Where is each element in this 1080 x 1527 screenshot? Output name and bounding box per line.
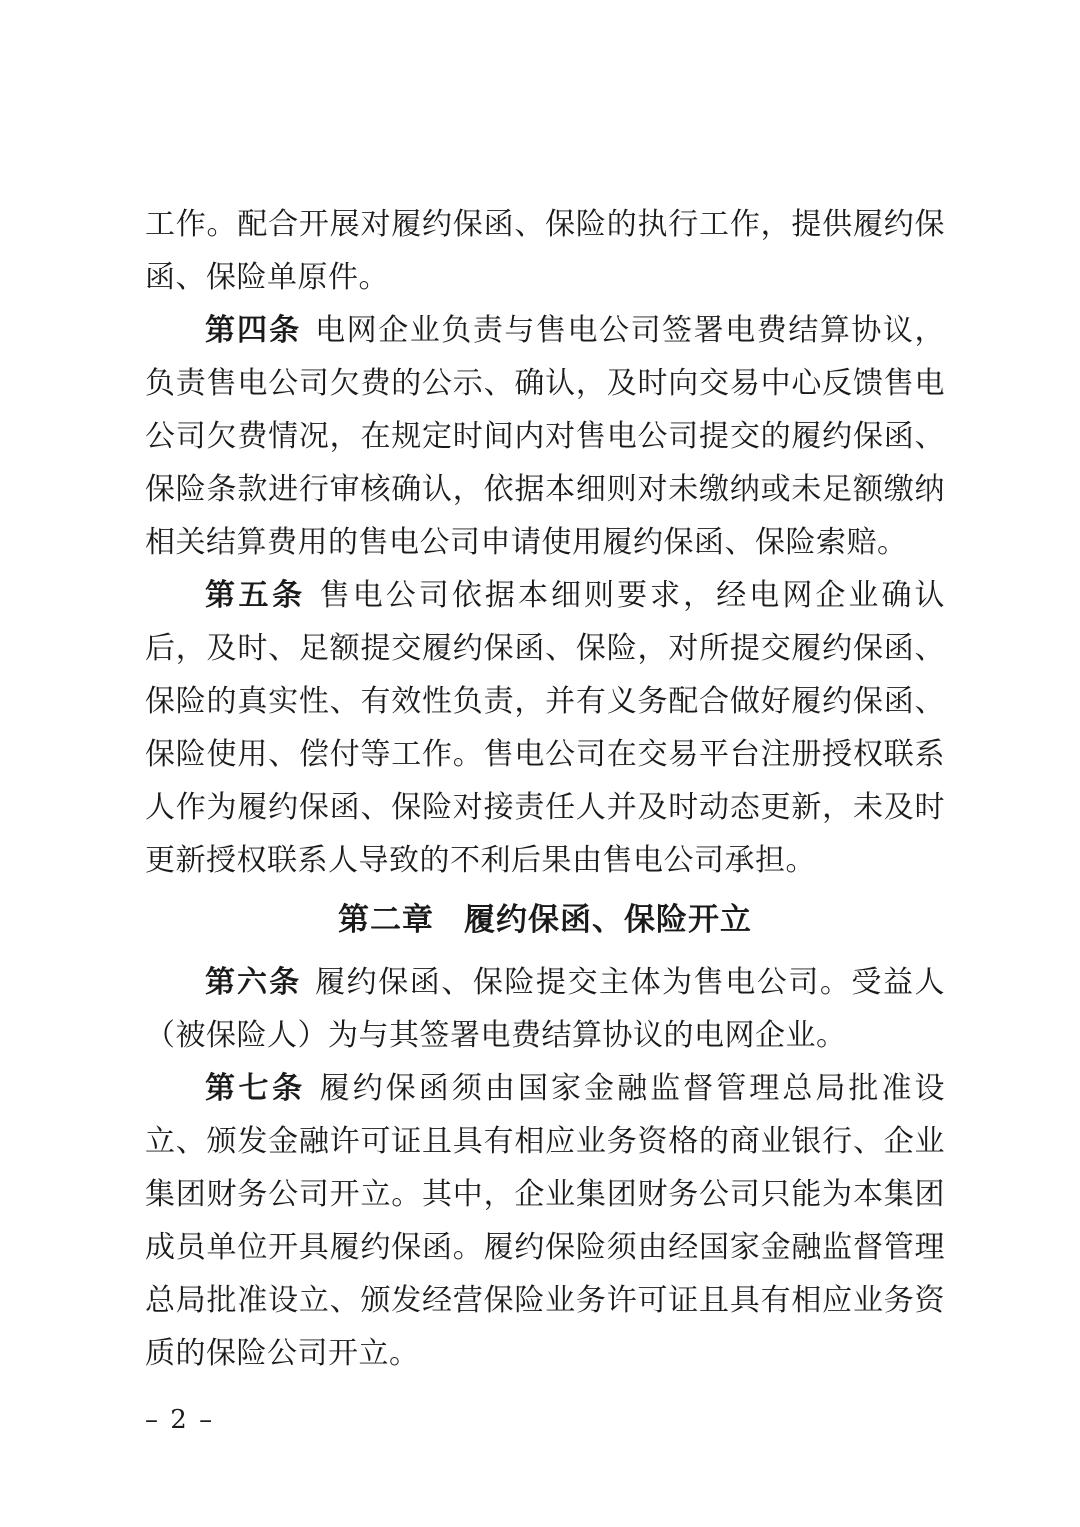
article-7-title: 第七条 xyxy=(205,1071,306,1106)
chapter-heading xyxy=(145,894,945,947)
article-6-title: 第六条 xyxy=(205,965,302,1000)
article-4-text: 电网企业负责与售电公司签署电费结算协议，负责售电公司欠费的公示、确认，及时向交易中心反馈售电公司欠费情况，在规定时间内对售电公司提交的履约保函、保险条款进行审核确认，依据本细则对未缴纳或未足额缴纳相关结算费用的售电公司申请使用履约保函、保险索赔。 xyxy=(145,313,946,560)
page-number: – 2 – xyxy=(145,1405,215,1435)
article-4-title: 第四条 xyxy=(205,313,302,348)
article-6-text: 履约保函、保险提交主体为售电公司。受益人（被保险人）为与其签署电费结算协议的电网企业。 xyxy=(145,965,946,1053)
article-4 xyxy=(145,304,945,569)
article-5-title: 第五条 xyxy=(205,578,306,613)
article-7 xyxy=(145,1062,945,1380)
article-5-text: 售电公司依据本细则要求，经电网企业确认后，及时、足额提交履约保函、保险，对所提交履约保函、保险的真实性、有效性负责，并有义务配合做好履约保函、保险使用、偿付等工作。售电公司在交易平台注册授权联系人作为履约保函、保险对接责任人并及时动态更新，未及时更新授权联系人导致的不利后果由售电公司承担。 xyxy=(145,578,946,878)
chapter-title: 履约保函、保险开立 xyxy=(464,902,752,938)
article-6 xyxy=(145,956,945,1062)
document-body xyxy=(145,198,945,1380)
article-5 xyxy=(145,569,945,887)
article-7-text: 履约保函须由国家金融监督管理总局批准设立、颁发金融许可证且具有相应业务资格的商业银行、企业集团财务公司开立。其中，企业集团财务公司只能为本集团成员单位开具履约保函。履约保险须由经国家金融监督管理总局批准设立、颁发经营保险业务许可证且具有相应业务资质的保险公司开立。 xyxy=(145,1071,946,1371)
intro-paragraph: 工作。配合开展对履约保函、保险的执行工作，提供履约保函、保险单原件。 xyxy=(145,207,945,295)
chapter-number: 第二章 xyxy=(338,902,434,938)
